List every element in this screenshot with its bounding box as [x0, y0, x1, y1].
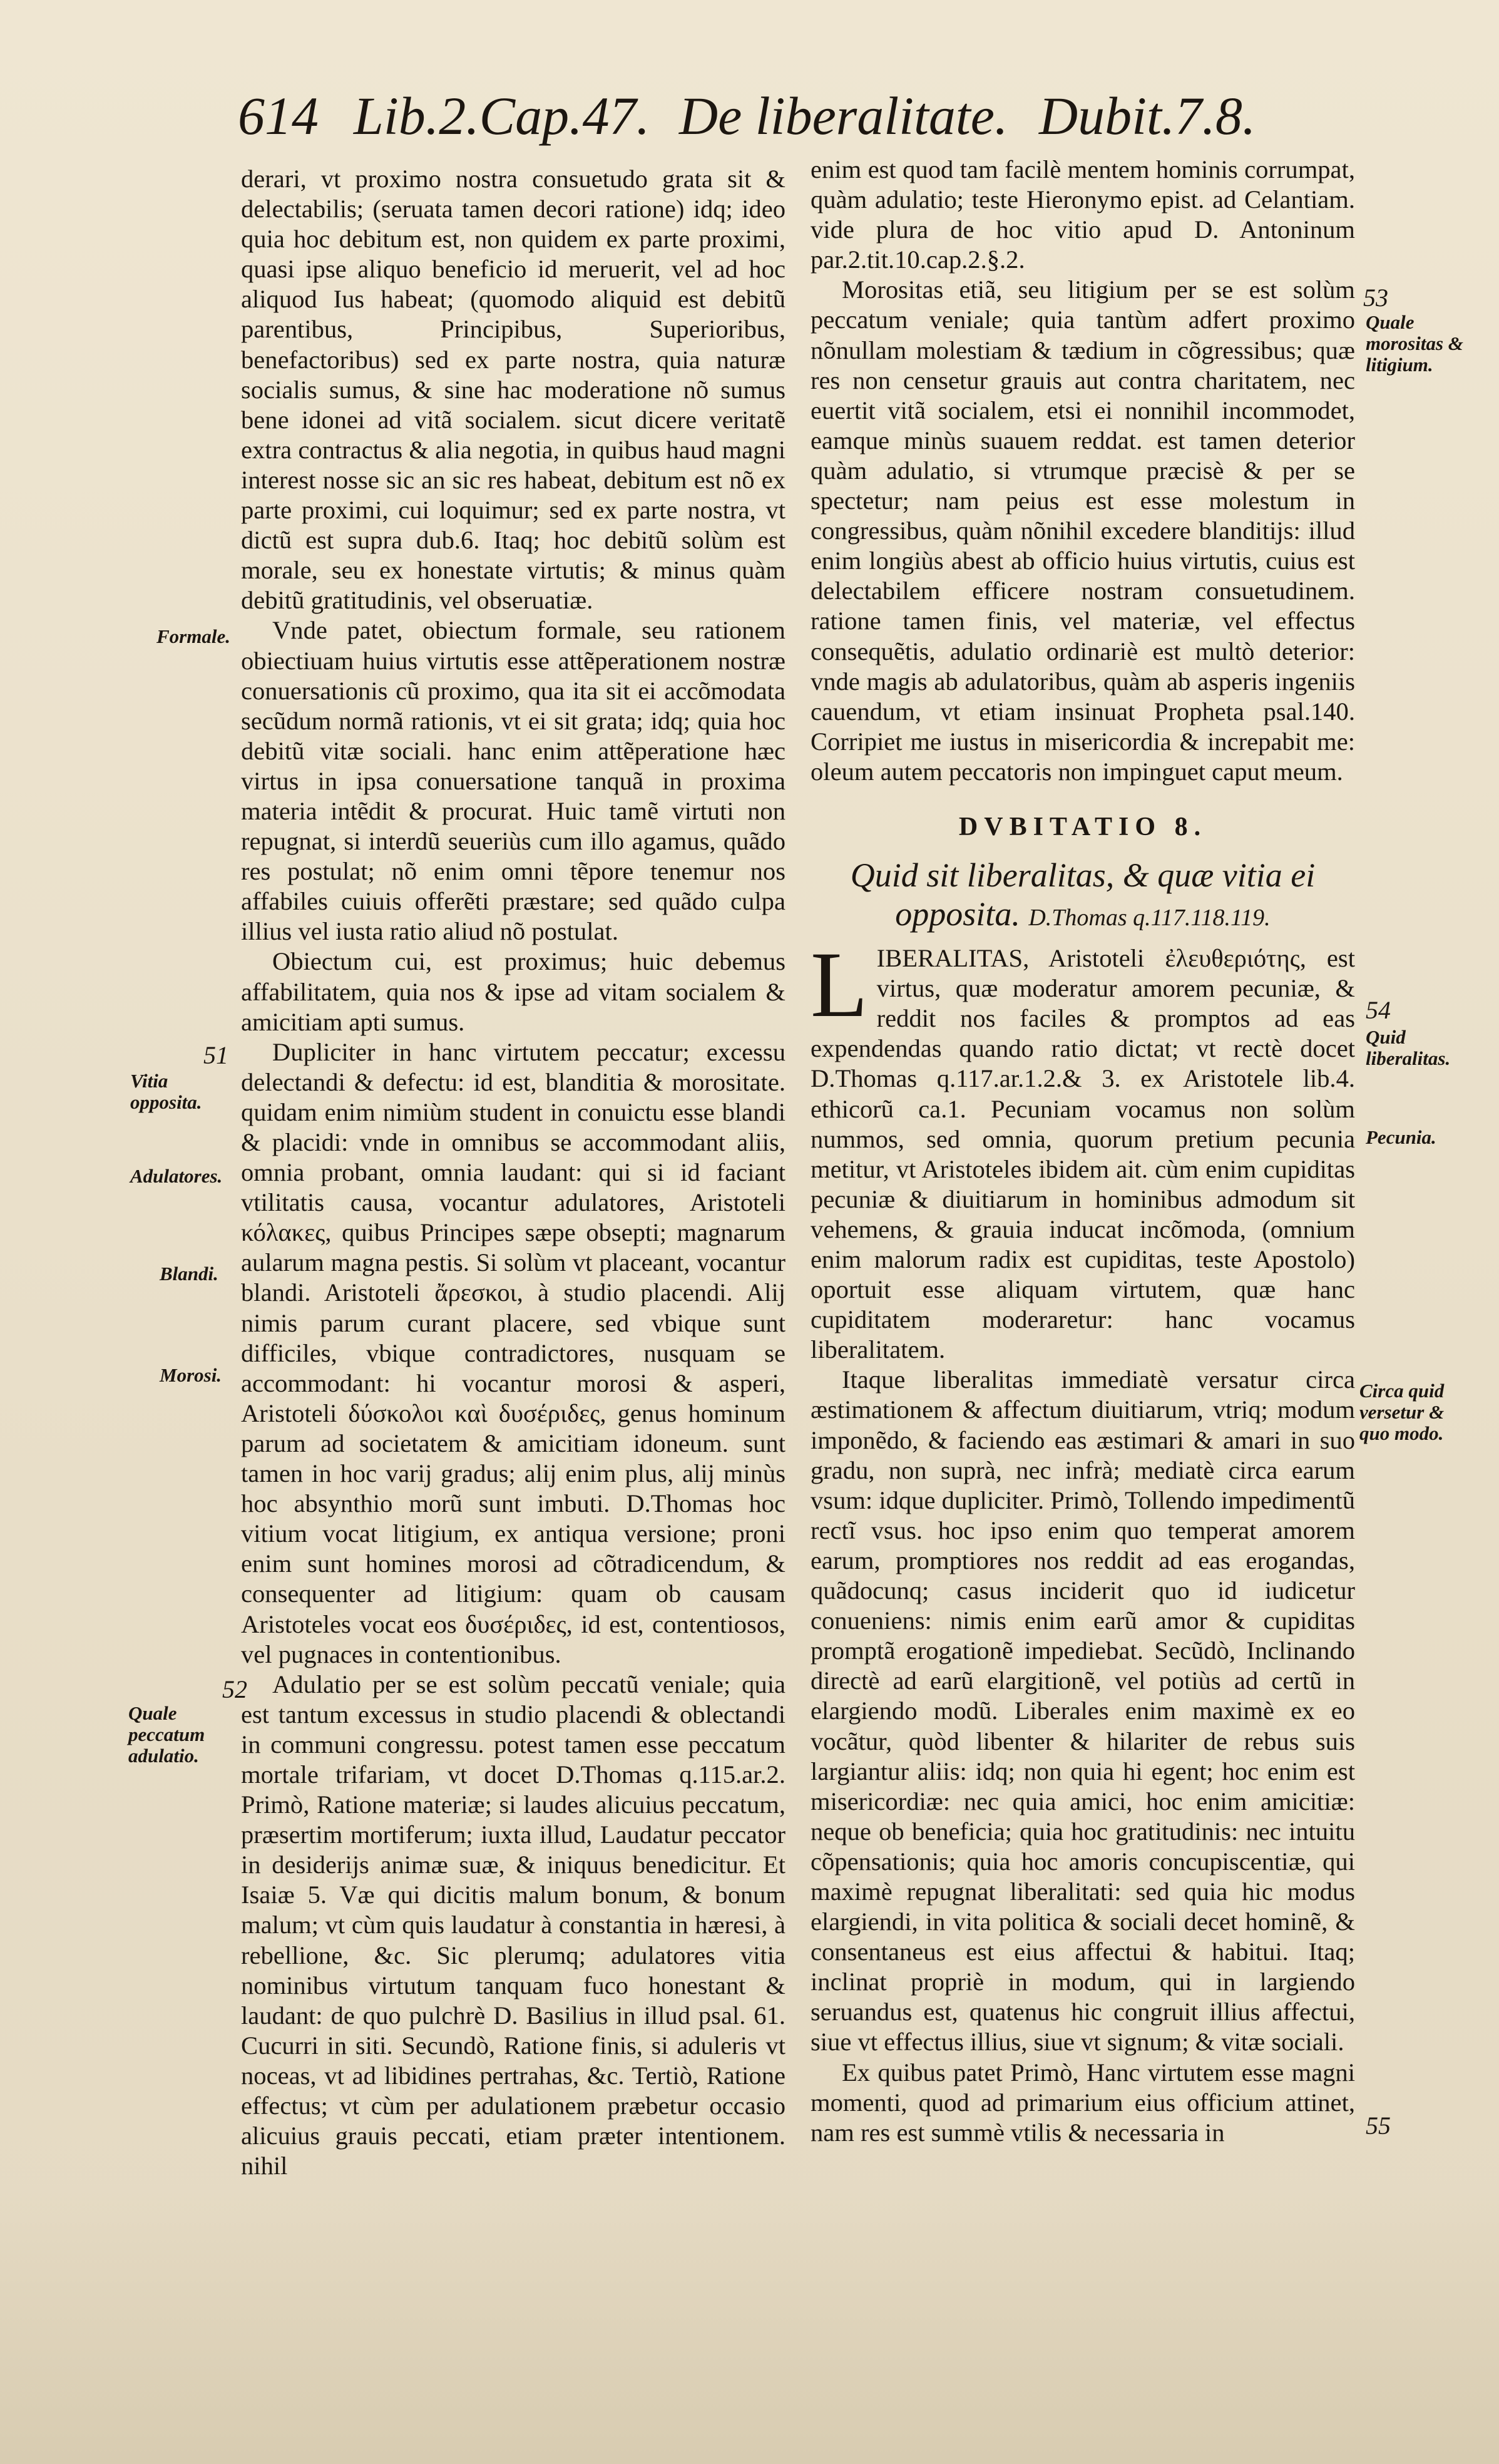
header-dubit: Dubit.7.8. — [1039, 86, 1256, 146]
right-column — [811, 155, 1355, 2148]
margin-note-adulatores: Adulatores. — [130, 1165, 223, 1187]
right-paragraph: Itaque liberalitas immediatè versatur circa æstimationem & affectum diuitiarum, vtriq; modum imponẽdo, & faciendo eas æstimari & amari in suo gradu, non suprà, nec infrà; mediatè circa earum vsum: idque dupliciter. Primò, Tollendo impedimentũ rectĩ vsus. hoc ipso enim quo temperat amorem earum, promptiores nos reddit ad eas erogandas, quãdocunq; casus inciderit quo id iudicetur conueniens: nimis enim earũ amor & cupiditas promptã erogationẽ impediebat. Secũdò, Inclinando directè ad earũ elargitionẽ, vel potiùs ad certũ in elargiendo modũ. Liberales enim maximè ex eo vocãtur, quòd libenter & hilariter de rebus suis largiantur aliis: idq; non quia hi egent; hoc enim est misericordiæ: nec quia amici, hoc enim amicitiæ: neque ob beneficia; quia hoc gratitudinis: nec intuitu cõpensationis; quia hoc amoris concupiscentiæ, qui maximè repugnat liberalitati: sed quia hic modus elargiendi, in vita politica & sociali decet hominẽ, & consentaneus est eius affectui & habitui. Itaq; inclinat propriè in modum, qui in largiendo seruandus est, quatenus hic congruit illius affectui, siue vt effectus illius, siue vt signum; & vitæ sociali. — [811, 1365, 1355, 2056]
dubitatio-subtitle — [811, 856, 1355, 937]
running-header — [232, 85, 1283, 160]
margin-number-55: 55 — [1366, 2112, 1391, 2140]
margin-number-51: 51 — [203, 1041, 228, 1069]
left-paragraph: Adulatio per se est solùm peccatũ veniale; quia est tantum excessus in studio placendi & oblectandi in communi congressu. potest tamen esse peccatum mortale trifariam, vt docet D.Thomas q.115.ar.2. Primò, Ratione materiæ; si laudes alicuius peccatum, præsertim mortiferum; iuxta illud, Laudatur peccator in desiderijs animæ suæ, & iniquus benedicitur. Et Isaiæ 5. Væ qui dicitis malum bonum, & bonum malum; vt cùm quis laudatur à constantia in hæresi, à rebellione, &c. Sic plerumq; adulatores vitia nominibus virtutum tanquam fuco honestant & laudant: de quo pulchrè D. Basilius in illud psal. 61. Cucurri in siti. Secundò, Ratione finis, si aduleris vt noceas, vt ad libidines pertrahas, &c. Tertiò, Ratione effectus; vt cùm per adulationem præbetur occasio alicuius grauis peccati, etiam præter intentionem. nihil — [241, 1670, 785, 2180]
margin-note-quale-morositas: Quale morositas & litigium. — [1366, 311, 1463, 376]
left-paragraph: Dupliciter in hanc virtutem peccatur; excessu delectandi & defectu: id est, blanditia & morositate. quidam enim nimiùm student in conuictu esse blandi & placidi: vnde in omnibus se accommodant aliis, omnia probant, omnia laudant: qui si id faciant vtilitatis causa, vocantur adulatores, Aristoteli κόλακες, quibus Principes sæpe obsepti; magnarum aularum magna pestis. Si solùm vt placeant, vocantur blandi. Aristoteli ἄρεσκοι, à studio placendi. Alij nimis parum curant placere, sed vbique sunt difficiles, vbique contradictores, nusquam se accommodant: hi vocantur morosi & asperi, Aristoteli δύσκολοι καὶ δυσέριδες, genus hominum parum ad societatem & amicitiam idoneum. sunt tamen in hoc varij gradus; alij enim plus, alij minùs hoc absynthio morũ sunt imbuti. D.Thomas hoc vitium vocat litigium, ex antiqua versione; proni enim sunt homines morosi ad cõtradicendum, & consequenter ad litigium: quam ob causam Aristoteles vocat eos δυσέριδες, id est, contentiosos, vel pugnaces in contentionibus. — [241, 1037, 785, 1668]
margin-note-quid-liberalitas: Quid liberalitas. — [1366, 1026, 1451, 1069]
dropcap-letter: L — [811, 933, 868, 1037]
right-paragraph: Morositas etiã, seu litigium per se est solùm peccatum veniale; quia tantùm adfert proximo nõnullam molestiam & tædium in cõgressibus; quæ res non censetur grauis aut contra charitatem, nec euertit vitã socialem, etsi ei nonnihil incommodet, eamque minùs suauem reddat. est tamen deterior quàm adulatio, si vtrumque præcisè & per se spectetur; nam peius est esse molestum in congressibus, quàm nõnihil excedere blanditijs: illud enim longiùs abest ab officio huius virtutis, cuius est delectabilem efficere nostram consuetudinem. ratione tamen finis, vel materiæ, vel effectus consequẽtis, adulatio ordinariè est multò deterior: vnde magis ab adulatoribus, quàm ab asperis ingeniis cauendum, vt etiam insinuat Propheta psal.140. Corripiet me iustus in misericordia & increpabit me: oleum autem peccatoris non impinguet caput meum. — [811, 275, 1355, 786]
margin-number-54: 54 — [1366, 996, 1391, 1024]
dubitatio-reference: D.Thomas q.117.118.119. — [1028, 905, 1271, 932]
book-chapter: Lib.2.Cap.47. — [354, 86, 650, 146]
right-paragraph-liberalitas — [811, 933, 1355, 1365]
left-column — [241, 164, 785, 2181]
margin-number-53: 53 — [1363, 284, 1388, 312]
right-paragraph: enim est quod tam facilè mentem hominis corrumpat, quàm adulatio; teste Hieronymo epist. ad Celantiam. vide plura de hoc vitio apud D. Antoninum par.2.tit.10.cap.2.§.2. — [811, 155, 1355, 274]
left-paragraph: derari, vt proximo nostra consuetudo grata sit & delectabilis; (seruata tamen decori ratione) idq; ideo quia hoc debitum est, non quidem ex parte proximi, quasi ipse aliquo beneficio id meruerit, vel ad hoc aliquod Ius habeat; (quomodo aliquid est debitũ parentibus, Principibus, Superioribus, benefactoribus) sed ex parte nostra, quia naturæ socialis sumus, & sine hac moderatione nõ sumus bene idonei ad vitã socialem. sicut dicere veritatẽ extra contractus & alia negotia, in quibus haud magni interest nosse sic an sic res habeat, debitum est nõ ex parte proximi, cui loquimur; sed ex parte nostra, vt dictũ est supra dub.6. Itaq; hoc debitũ solùm est morale, seu ex honestate virtutis; & minus quàm debitũ gratitudinis, vel obseruatiæ. — [241, 165, 785, 615]
margin-note-blandi: Blandi. — [160, 1263, 218, 1285]
right-paragraph-text: IBERALITAS, Aristoteli ἐλευθεριότης, est virtus, quæ moderatur amorem pecuniæ, & reddit nos faciles & promptos ad eas expendendas quando ratio dictat; vt rectè docet D.Thomas q.117.ar.1.2.& 3. ex Aristotele lib.4. ethicorũ ca.1. Pecuniam vocamus non solùm nummos, sed omnia, quorum pretium pecunia metitur, vt Aristoteles ibidem ait. cùm enim cupiditas pecuniæ & diuitiarum in hominibus admodum sit vehemens, & grauia inducat incõmoda, (omnium enim malorum radix est cupiditas, teste Apostolo) oportuit esse aliquam virtutem, quæ hanc cupiditatem moderaretur: hanc vocamus liberalitatem. — [811, 944, 1355, 1364]
header-subject: De liberalitate. — [679, 86, 1008, 146]
margin-note-formale: Formale. — [156, 625, 230, 647]
margin-number-52: 52 — [222, 1675, 247, 1703]
margin-note-quale-peccatum: Quale peccatum adulatio. — [128, 1702, 205, 1767]
margin-note-vitia-opposita: Vitia opposita. — [130, 1070, 202, 1113]
right-paragraph: Ex quibus patet Primò, Hanc virtutem esse magni momenti, quod ad primarium eius officium attinet, nam res est summè vtilis & necessaria in — [811, 2058, 1355, 2147]
page-shading — [0, 2191, 1499, 2464]
left-paragraph: Obiectum cui, est proximus; huic debemus affabilitatem, quia nos & ipse ad vitam socialem & amicitiam apti sumus. — [241, 947, 785, 1036]
dubitatio-title: DVBITATIO 8. — [958, 812, 1207, 841]
left-paragraph: Vnde patet, obiectum formale, seu rationem obiectiuam huius virtutis esse attẽperationem nostræ conuersationis cũ proximo, qua ita sit ei accõmodata secũdum normã rationis, vt ei sit grata; idq; quia hoc debitũ vitæ sociali. hanc enim attẽperatione hæc virtus in ipsa conuersatione tanquã in proxima materia intẽdit & procurat. Huic tamẽ virtuti non repugnat, si interdũ seueriùs cum illo agamus, quãdo res postulat; nõ enim omni tẽpore tenemur nos affabiles cuiuis offerẽti præstare; sed quãdo culpa illius vel iusta ratio aliud nõ postulat. — [241, 616, 785, 946]
margin-note-morosi: Morosi. — [160, 1364, 222, 1386]
margin-note-circa-quid: Circa quid versetur & quo modo. — [1359, 1380, 1445, 1444]
dubitatio-subtitle-text: Quid sit liberalitas, & quæ vitia ei opposita. — [850, 856, 1316, 933]
margin-note-pecunia: Pecunia. — [1366, 1126, 1436, 1148]
page-number: 614 — [238, 86, 319, 146]
